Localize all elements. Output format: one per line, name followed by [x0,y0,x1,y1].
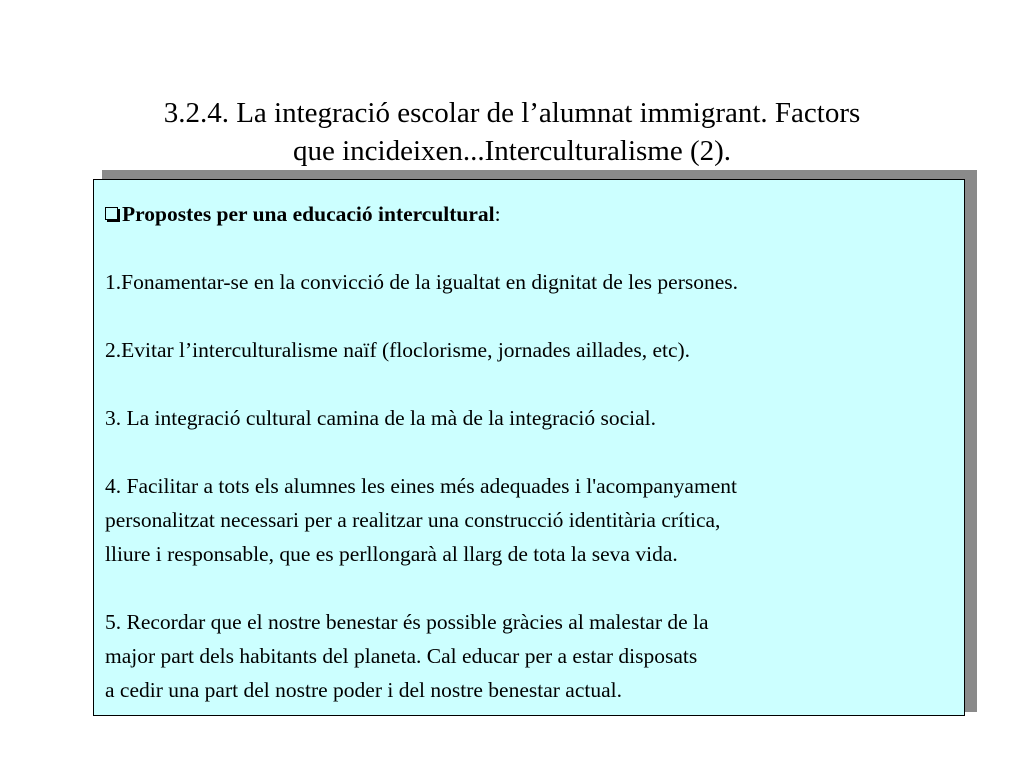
slide-title-line-2: que incideixen...Interculturalisme (2). [292,135,732,167]
section-heading: Propostes per una educació intercultural [122,202,495,226]
list-item-4-line-2: personalitzat necessari per a realitzar una construcció identitària crítica, [105,508,721,532]
heading-colon: : [494,202,501,226]
content-panel [93,179,965,716]
list-item-5-line-1: 5. Recordar que el nostre benestar és possible gràcies al malestar de la [105,610,709,634]
list-item-5-line-3: a cedir una part del nostre poder i del nostre benestar actual. [105,678,622,702]
list-item-1-line-1: 1.Fonamentar-se en la convicció de la igualtat en dignitat de les persones. [105,270,739,294]
list-item-5-line-2: major part dels habitants del planeta. Cal educar per a estar disposats [105,644,698,668]
spacer [105,299,956,333]
slide-title [60,94,964,170]
list-item-4-line-1: 4. Facilitar a tots els alumnes les eines més adequades i l'acompanyament [105,474,737,498]
list-item-3-line-1: 3. La integració cultural camina de la mà de la integració social. [105,406,656,430]
spacer [105,435,956,469]
spacer [105,231,956,265]
list-item-4-line-3: lliure i responsable, que es perllongarà al llarg de tota la seva vida. [105,542,678,566]
slide-title-line-1: 3.2.4. La integració escolar de l’alumnat immigrant. Factors [163,97,861,129]
spacer [105,367,956,401]
spacer [105,571,956,605]
square-bullet-icon [105,207,118,220]
heading-line [105,197,956,231]
list-item-2-line-1: 2.Evitar l’interculturalisme naïf (floclorisme, jornades aillades, etc). [105,338,691,362]
panel-content [105,197,956,707]
